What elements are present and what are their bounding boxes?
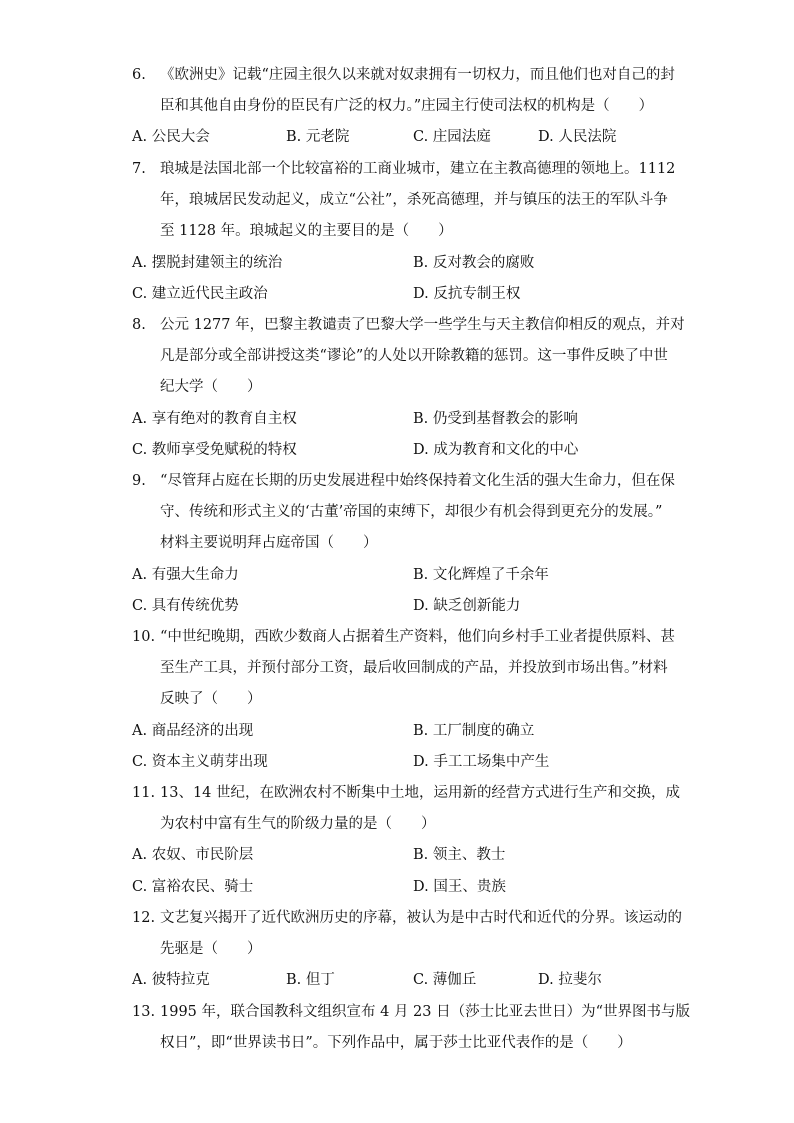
question-text: 臣和其他自由身份的臣民有广泛的权力。”庄园主行使司法权的机构是（ ） bbox=[160, 98, 654, 115]
question-number: 9. bbox=[132, 473, 146, 489]
question-text: 1995 年，联合国教科文组织宣布 4 月 23 日（莎士比亚去世日）为“世界图书与版 bbox=[160, 1004, 691, 1020]
options-row bbox=[132, 122, 672, 153]
option-b[interactable]: B. 仍受到基督教会的影响 bbox=[413, 410, 578, 427]
question-text: “尽管拜占庭在长期的历史发展进程中始终保持着文化生活的强大生命力，但在保 bbox=[160, 473, 675, 489]
options-row bbox=[132, 248, 672, 279]
option-d[interactable]: D. 反抗专制王权 bbox=[413, 285, 521, 302]
options-row bbox=[132, 840, 672, 871]
question-text: 纪大学（ ） bbox=[160, 379, 262, 396]
question-text: 13、14 世纪，在欧洲农村不断集中土地，运用新的经营方式进行生产和交换，成 bbox=[160, 785, 681, 801]
option-a[interactable]: A. 商品经济的出现 bbox=[132, 722, 254, 739]
option-a[interactable]: A. 享有绝对的教育自主权 bbox=[132, 410, 297, 427]
options-row bbox=[132, 872, 672, 903]
option-b[interactable]: B. 工厂制度的确立 bbox=[413, 722, 535, 739]
option-c[interactable]: C. 教师享受免赋税的特权 bbox=[132, 441, 297, 458]
question-10 bbox=[132, 622, 675, 778]
question-text: 为农村中富有生气的阶级力量的是（ ） bbox=[160, 816, 436, 833]
question-6 bbox=[132, 60, 675, 154]
option-c[interactable]: C. 建立近代民主政治 bbox=[132, 285, 268, 302]
option-c[interactable]: C. 富裕农民、骑士 bbox=[132, 878, 254, 895]
question-text: 琅城是法国北部一个比较富裕的工商业城市，建立在主教高德理的领地上。1112 bbox=[160, 161, 676, 177]
question-number: 13. bbox=[132, 1004, 156, 1020]
question-stem-line bbox=[132, 622, 675, 653]
question-text: 守、传统和形式主义的‘古董’帝国的束缚下，却很少有机会得到更充分的发展。” bbox=[160, 504, 663, 521]
option-b[interactable]: B. 文化辉煌了千余年 bbox=[413, 566, 549, 583]
question-text: 文艺复兴揭开了近代欧洲历史的序幕，被认为是中古时代和近代的分界。该运动的 bbox=[160, 910, 682, 926]
question-text: 反映了（ ） bbox=[160, 691, 262, 708]
question-13 bbox=[132, 997, 691, 1059]
question-text: 先驱是（ ） bbox=[160, 941, 262, 958]
option-b[interactable]: B. 领主、教士 bbox=[413, 847, 506, 864]
question-text: 《欧洲史》记载“庄园主很久以来就对奴隶拥有一切权力，而且他们也对自己的封 bbox=[160, 67, 675, 83]
option-a[interactable]: A. 有强大生命力 bbox=[132, 566, 239, 583]
question-text: 凡是部分或全部讲授这类“谬论”的人处以开除教籍的惩罚。这一事件反映了中世 bbox=[160, 348, 668, 365]
question-number: 6. bbox=[132, 67, 146, 83]
question-number: 12. bbox=[132, 910, 156, 926]
question-text: 年，琅城居民发动起义，成立“公社”，杀死高德理，并与镇压的法王的军队斗争 bbox=[160, 192, 668, 209]
options-row bbox=[132, 747, 672, 778]
option-d[interactable]: D. 成为教育和文化的中心 bbox=[413, 441, 579, 458]
option-d[interactable]: D. 缺乏创新能力 bbox=[413, 597, 521, 614]
option-d[interactable]: D. 拉斐尔 bbox=[538, 972, 602, 989]
question-text: “中世纪晚期，西欧少数商人占据着生产资料，他们向乡村手工业者提供原料、甚 bbox=[160, 629, 675, 645]
question-9 bbox=[132, 466, 675, 622]
question-stem-line bbox=[132, 997, 691, 1028]
question-number: 8. bbox=[132, 317, 146, 333]
option-c[interactable]: C. 具有传统优势 bbox=[132, 597, 239, 614]
option-d[interactable]: D. 手工工场集中产生 bbox=[413, 753, 550, 770]
option-b[interactable]: B. 但丁 bbox=[286, 972, 335, 989]
options-row bbox=[132, 560, 672, 591]
question-text: 材料主要说明拜占庭帝国（ ） bbox=[160, 535, 378, 552]
options-row bbox=[132, 279, 672, 310]
option-c[interactable]: C. 庄园法庭 bbox=[413, 129, 491, 146]
question-stem-line bbox=[132, 903, 682, 934]
question-text: 权日”，即“世界读书日”。下列作品中，属于莎士比亚代表作的是（ ） bbox=[160, 1035, 632, 1052]
question-stem-line bbox=[132, 778, 681, 809]
option-d[interactable]: D. 国王、贵族 bbox=[413, 878, 506, 895]
options-row bbox=[132, 435, 672, 466]
option-b[interactable]: B. 反对教会的腐败 bbox=[413, 254, 535, 271]
option-a[interactable]: A. 摆脱封建领主的统治 bbox=[132, 254, 283, 271]
question-text: 至 1128 年。琅城起义的主要目的是（ ） bbox=[160, 223, 453, 240]
options-row bbox=[132, 404, 672, 435]
option-a[interactable]: A. 农奴、市民阶层 bbox=[132, 847, 254, 864]
option-d[interactable]: D. 人民法院 bbox=[538, 129, 617, 146]
question-stem-line bbox=[132, 310, 685, 341]
question-7 bbox=[132, 154, 676, 310]
options-row bbox=[132, 591, 672, 622]
question-12 bbox=[132, 903, 682, 997]
question-8 bbox=[132, 310, 685, 466]
option-a[interactable]: A. 公民大会 bbox=[132, 129, 210, 146]
options-row bbox=[132, 716, 672, 747]
options-row bbox=[132, 965, 672, 996]
option-a[interactable]: A. 彼特拉克 bbox=[132, 972, 210, 989]
question-stem-line bbox=[132, 60, 675, 91]
question-11 bbox=[132, 778, 681, 903]
option-c[interactable]: C. 资本主义萌芽出现 bbox=[132, 753, 268, 770]
question-text: 至生产工具，并预付部分工资，最后收回制成的产品，并投放到市场出售。”材料 bbox=[160, 660, 668, 677]
option-c[interactable]: C. 薄伽丘 bbox=[413, 972, 477, 989]
question-stem-line bbox=[132, 154, 676, 185]
question-text: 公元 1277 年，巴黎主教谴责了巴黎大学一些学生与天主教信仰相反的观点，并对 bbox=[160, 317, 685, 333]
question-number: 11. bbox=[132, 785, 156, 801]
question-number: 7. bbox=[132, 161, 146, 177]
question-number: 10. bbox=[132, 629, 156, 645]
option-b[interactable]: B. 元老院 bbox=[286, 129, 350, 146]
question-stem-line bbox=[132, 466, 675, 497]
